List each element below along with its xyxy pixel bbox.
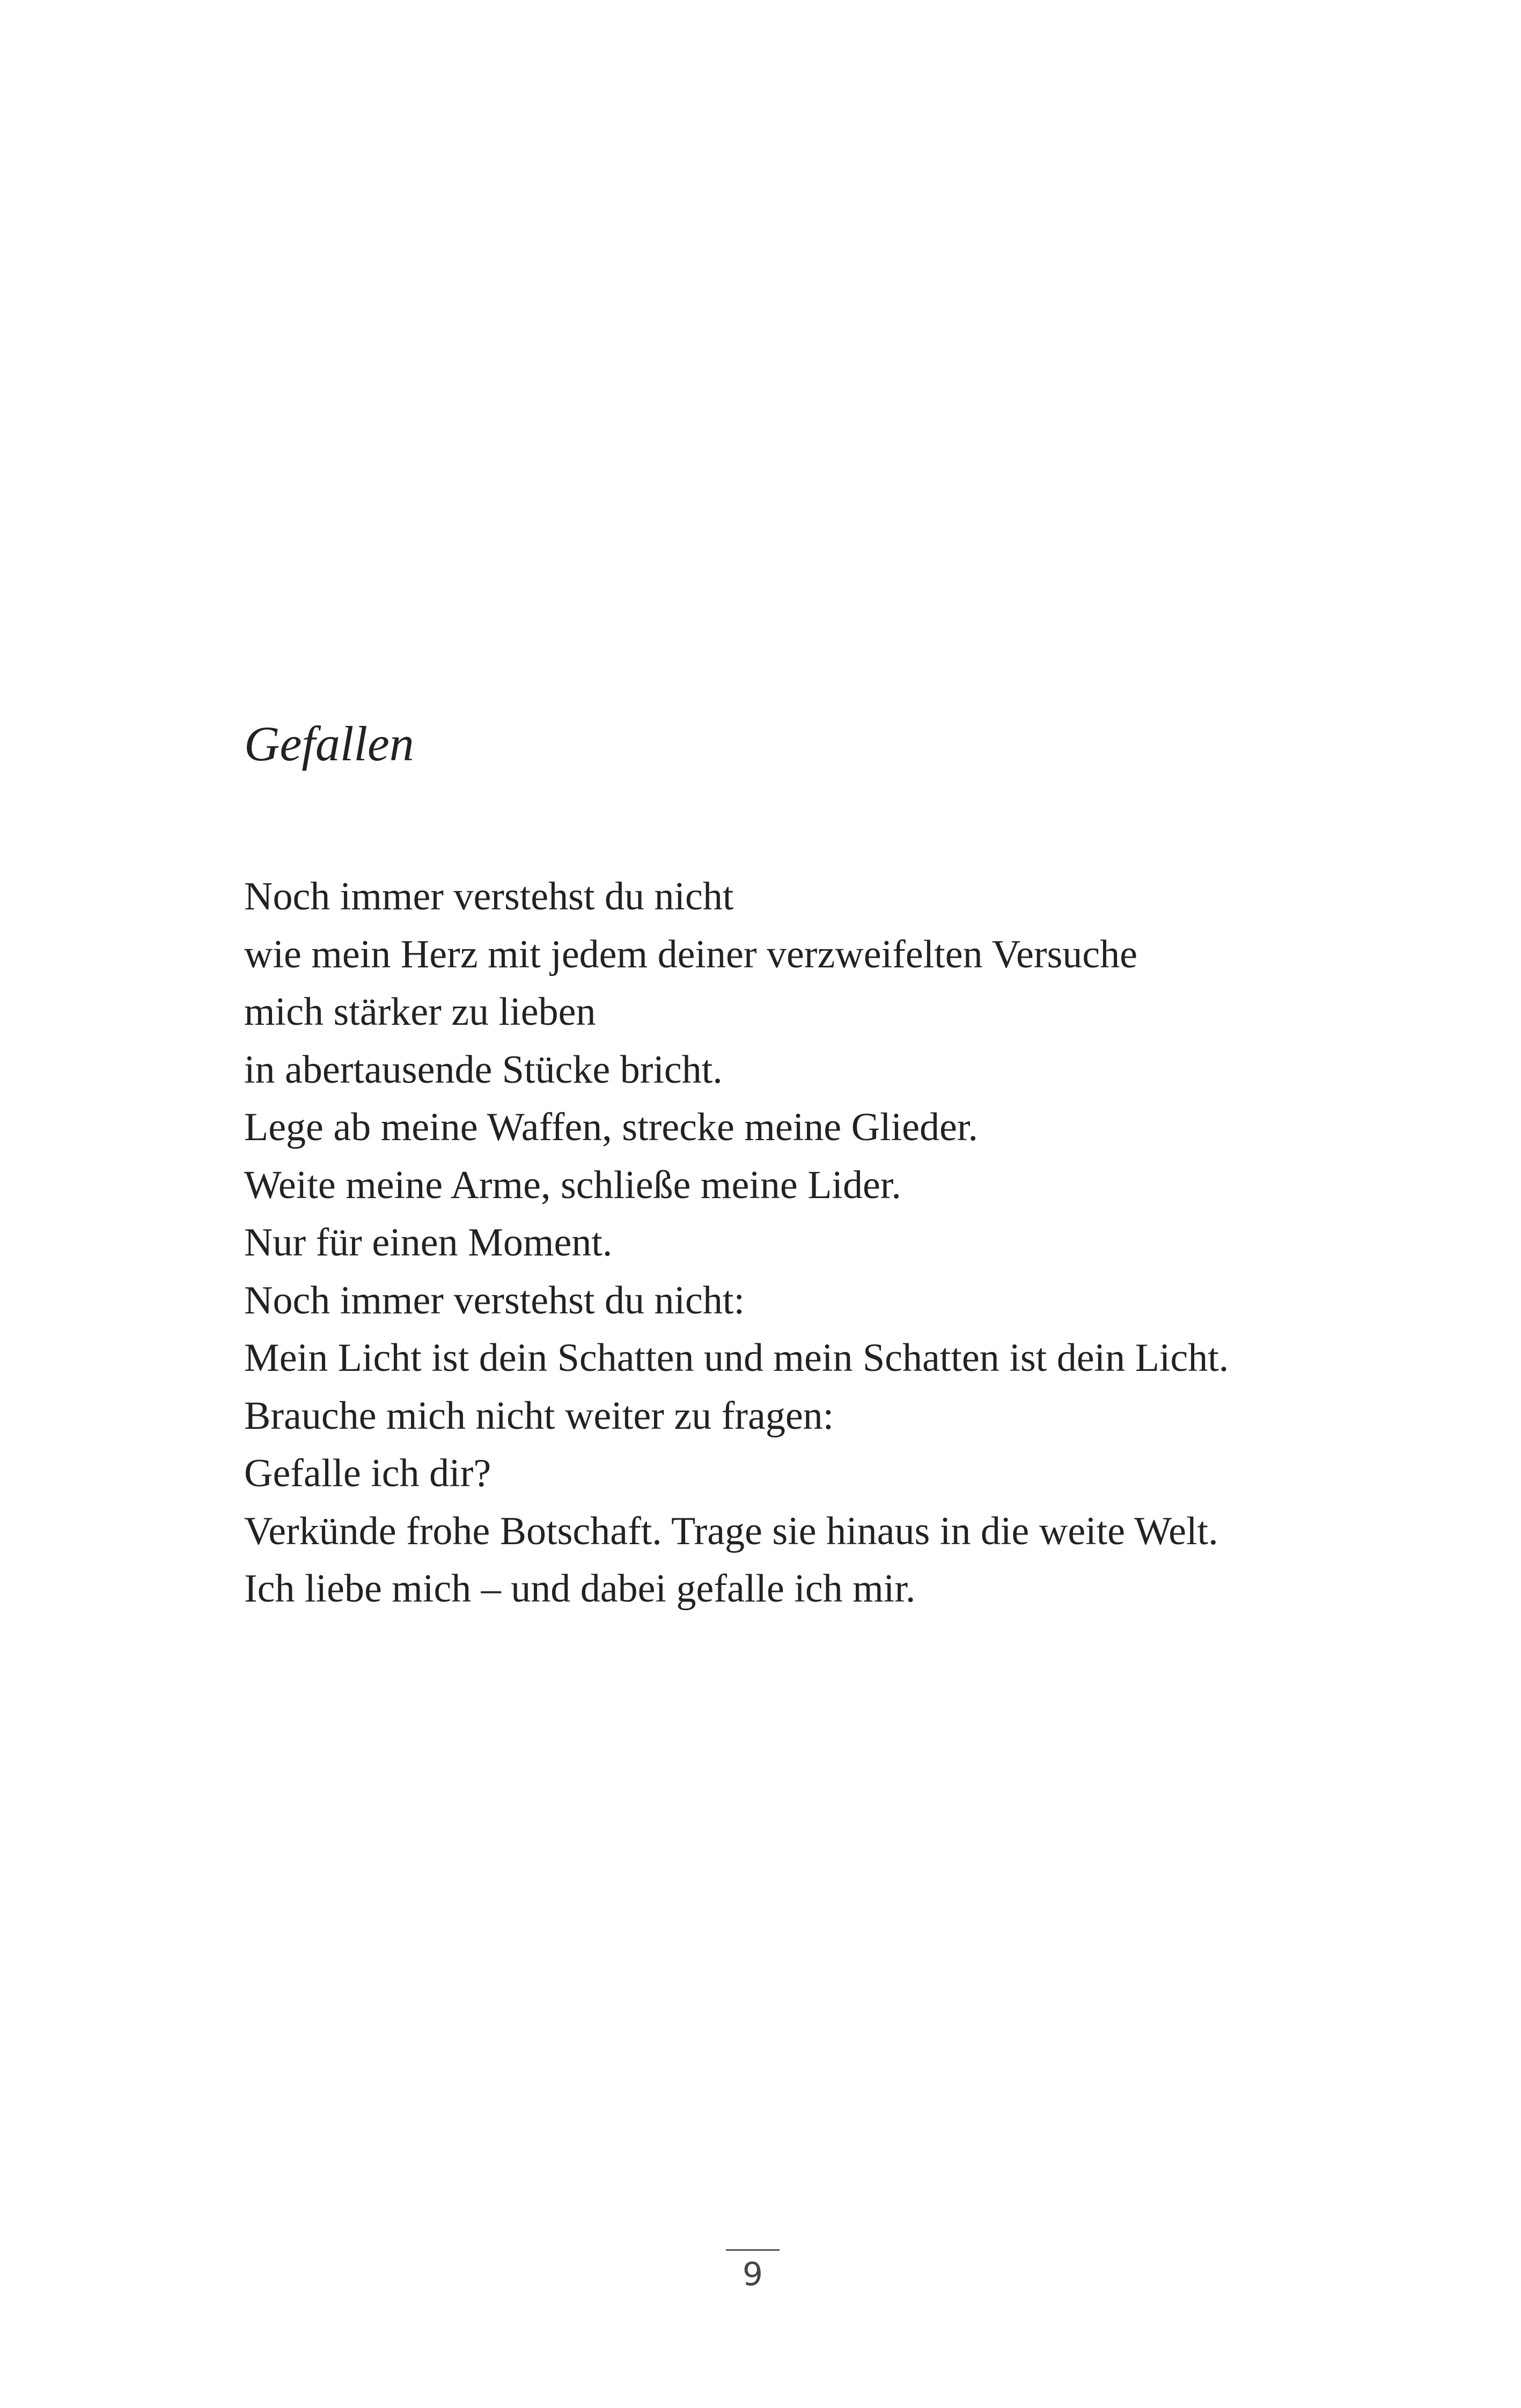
poem-line: in abertausende Stücke bricht.	[244, 1047, 723, 1092]
poem-body	[244, 868, 1229, 1618]
page-number: 9	[742, 2256, 763, 2293]
poem-line: Nur für einen Moment.	[244, 1221, 613, 1265]
poem-line: Lege ab meine Waffen, strecke meine Glieder.	[244, 1105, 978, 1149]
poem-line: Weite meine Arme, schließe meine Lider.	[244, 1163, 901, 1207]
poem-line: Noch immer verstehst du nicht:	[244, 1278, 745, 1323]
poem-line: Mein Licht ist dein Schatten und mein Schatten ist dein Licht.	[244, 1336, 1229, 1380]
poem-line: mich stärker zu lieben	[244, 990, 596, 1034]
poem-line: Noch immer verstehst du nicht	[244, 875, 734, 919]
poem-line: wie mein Herz mit jedem deiner verzweifelten Versuche	[244, 932, 1137, 977]
poem-line: Verkünde frohe Botschaft. Trage sie hinaus in die weite Welt.	[244, 1509, 1218, 1553]
page-footer	[726, 2249, 780, 2293]
poem-title: Gefallen	[244, 716, 414, 771]
poem-line: Brauche mich nicht weiter zu fragen:	[244, 1393, 834, 1438]
footer-rule	[726, 2249, 780, 2251]
poem-line: Gefalle ich dir?	[244, 1451, 491, 1495]
poem-line: Ich liebe mich – und dabei gefalle ich mir.	[244, 1567, 916, 1611]
